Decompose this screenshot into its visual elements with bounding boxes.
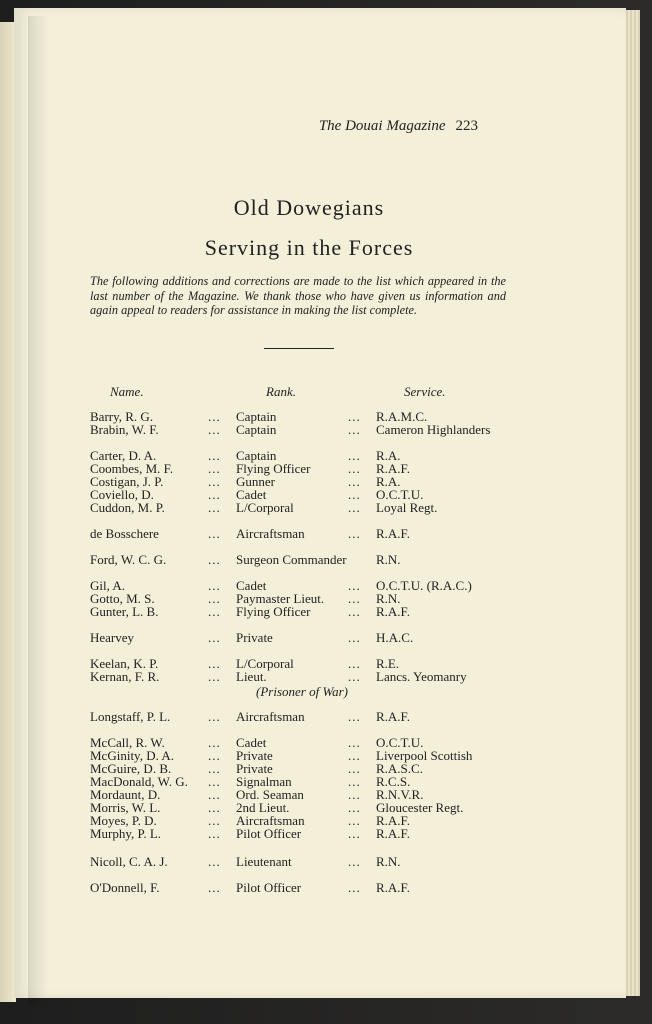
entry-rank: Cadet [236, 735, 267, 750]
leader-dots: ... [348, 813, 361, 828]
leader-dots: ... [208, 774, 221, 789]
entry-service: R.A.S.C. [376, 761, 423, 776]
leader-dots: ... [348, 800, 361, 815]
entry-rank: Surgeon Commander [236, 552, 347, 567]
entry-service: R.A.F. [376, 461, 410, 476]
entry-service: R.A.F. [376, 604, 410, 619]
leader-dots: ... [208, 800, 221, 815]
entry-rank: Captain [236, 448, 277, 463]
entry-name: Gil, A. [90, 578, 126, 593]
table-row [90, 855, 590, 869]
entry-name: Ford, W. C. G. [90, 552, 167, 567]
leader-dots: ... [208, 552, 221, 567]
leader-dots: ... [348, 630, 361, 645]
page-title: Old Dowegians [233, 195, 385, 220]
leader-dots: ... [348, 500, 361, 515]
entry-service: R.N. [376, 854, 401, 869]
leader-dots: ... [208, 854, 221, 869]
table-row [90, 553, 590, 567]
prisoner-of-war-note: (Prisoner of War) [256, 684, 348, 699]
leader-dots: ... [348, 735, 361, 750]
leader-dots: ... [208, 748, 221, 763]
leader-dots: ... [348, 461, 361, 476]
leader-dots: ... [208, 448, 221, 463]
entry-rank: Pilot Officer [236, 880, 302, 895]
entry-service: R.N.V.R. [376, 787, 424, 802]
entry-rank: Aircraftsman [236, 709, 305, 724]
leader-dots: ... [208, 656, 221, 671]
leader-dots: ... [348, 748, 361, 763]
entry-name: Gotto, M. S. [90, 591, 155, 606]
leader-dots: ... [208, 604, 221, 619]
leader-dots: ... [348, 880, 361, 895]
entry-service: R.N. [376, 552, 401, 567]
binding-shadow [28, 16, 48, 1006]
leader-dots: ... [208, 761, 221, 776]
entry-rank: Private [236, 630, 273, 645]
leader-dots: ... [208, 813, 221, 828]
leader-dots: ... [348, 854, 361, 869]
entry-rank: Private [236, 761, 273, 776]
leader-dots: ... [208, 578, 221, 593]
table-row [90, 775, 590, 789]
entry-service: R.E. [376, 656, 400, 671]
table-row [90, 501, 590, 515]
entry-name: Costigan, J. P. [90, 474, 164, 489]
entry-rank: Ord. Seaman [236, 787, 304, 802]
entry-name: MacDonald, W. G. [90, 774, 188, 789]
entry-rank: Signalman [236, 774, 292, 789]
entry-name: McGinity, D. A. [90, 748, 175, 763]
entry-name: McCall, R. W. [90, 735, 165, 750]
column-heading-service: Service. [404, 384, 446, 399]
intro-paragraph: The following additions and corrections are made to the list which appeared in the last number of the Magazine. We thank those who have given us information and again appeal to readers for assistance in making the list complete. [90, 274, 506, 318]
leader-dots: ... [348, 422, 361, 437]
leader-dots: ... [348, 578, 361, 593]
table-row [90, 710, 590, 724]
table-row [90, 631, 590, 645]
entry-rank: Pilot Officer [236, 826, 302, 841]
table-row [90, 527, 590, 541]
leader-dots: ... [348, 474, 361, 489]
leader-dots: ... [348, 526, 361, 541]
entry-service: R.A.F. [376, 826, 410, 841]
leader-dots: ... [348, 409, 361, 424]
column-heading-name: Name. [110, 384, 144, 399]
entry-name: Cuddon, M. P. [90, 500, 165, 515]
table-row [90, 670, 590, 684]
entry-rank: Flying Officer [236, 461, 311, 476]
entry-name: Carter, D. A. [90, 448, 157, 463]
entry-rank: Flying Officer [236, 604, 311, 619]
entry-service: O.C.T.U. [376, 735, 424, 750]
leader-dots: ... [348, 656, 361, 671]
entry-rank: Paymaster Lieut. [236, 591, 325, 606]
table-row [90, 579, 590, 593]
leader-dots: ... [348, 669, 361, 684]
entry-service: R.C.S. [376, 774, 411, 789]
leader-dots: ... [208, 409, 221, 424]
leader-dots: ... [208, 526, 221, 541]
entry-name: de Bosschere [90, 526, 159, 541]
table-row [90, 827, 590, 841]
entry-name: Coombes, M. F. [90, 461, 174, 476]
entry-rank: 2nd Lieut. [236, 800, 290, 815]
leader-dots: ... [348, 774, 361, 789]
entry-rank: Cadet [236, 578, 267, 593]
entry-name: Coviello, D. [90, 487, 154, 502]
entry-service: Lancs. Yeomanry [376, 669, 467, 684]
leader-dots: ... [348, 591, 361, 606]
entry-service: R.A.F. [376, 526, 410, 541]
entry-rank: L/Corporal [236, 500, 294, 515]
entry-rank: Cadet [236, 487, 267, 502]
magazine-title: The Douai Magazine [318, 118, 446, 134]
entry-service: R.A.F. [376, 709, 410, 724]
entry-service: R.A. [376, 474, 401, 489]
entry-name: Keelan, K. P. [90, 656, 159, 671]
table-row [90, 605, 590, 619]
entry-name: Morris, W. L. [90, 800, 161, 815]
leader-dots: ... [208, 669, 221, 684]
entry-name: O'Donnell, F. [90, 880, 160, 895]
table-row [90, 657, 590, 671]
entry-rank: Aircraftsman [236, 526, 305, 541]
table-row [90, 475, 590, 489]
leader-dots: ... [348, 826, 361, 841]
leader-dots: ... [208, 591, 221, 606]
leader-dots: ... [208, 880, 221, 895]
table-row [90, 881, 590, 895]
entry-name: Longstaff, P. L. [90, 709, 171, 724]
table-row [90, 801, 590, 815]
leader-dots: ... [208, 787, 221, 802]
leader-dots: ... [348, 448, 361, 463]
leader-dots: ... [208, 461, 221, 476]
leader-dots: ... [348, 787, 361, 802]
entry-service: Cameron Highlanders [376, 422, 491, 437]
magazine-page [14, 8, 626, 998]
leader-dots: ... [348, 709, 361, 724]
table-row [90, 814, 590, 828]
entry-rank: Lieutenant [236, 854, 292, 869]
leader-dots: ... [208, 474, 221, 489]
entry-service: Gloucester Regt. [376, 800, 464, 815]
leader-dots: ... [208, 826, 221, 841]
entry-rank: Private [236, 748, 273, 763]
table-row [90, 423, 590, 437]
entry-name: Mordaunt, D. [90, 787, 161, 802]
entry-service: H.A.C. [376, 630, 414, 645]
entry-rank: L/Corporal [236, 656, 294, 671]
entry-service: R.N. [376, 591, 401, 606]
page-subtitle: Serving in the Forces [204, 235, 414, 260]
leader-dots: ... [208, 630, 221, 645]
leader-dots: ... [208, 735, 221, 750]
leader-dots: ... [208, 487, 221, 502]
column-heading-rank: Rank. [266, 384, 296, 399]
table-row [90, 410, 590, 424]
table-row [90, 592, 590, 606]
page-stack-edge [624, 10, 640, 996]
entry-name: Gunter, L. B. [90, 604, 159, 619]
leader-dots: ... [208, 500, 221, 515]
entry-service: R.A.F. [376, 813, 410, 828]
leader-dots: ... [348, 761, 361, 776]
entry-service: R.A.M.C. [376, 409, 428, 424]
entry-service: O.C.T.U. [376, 487, 424, 502]
table-row [90, 462, 590, 476]
entry-service: R.A. [376, 448, 401, 463]
entry-name: Kernan, F. R. [90, 669, 160, 684]
entry-name: Brabin, W. F. [90, 422, 159, 437]
entry-name: McGuire, D. B. [90, 761, 172, 776]
entry-rank: Aircraftsman [236, 813, 305, 828]
entry-service: Loyal Regt. [376, 500, 438, 515]
running-header [319, 118, 478, 135]
entry-rank: Lieut. [236, 669, 267, 684]
leader-dots: ... [208, 709, 221, 724]
leader-dots: ... [208, 422, 221, 437]
entry-name: Murphy, P. L. [90, 826, 162, 841]
entry-rank: Gunner [236, 474, 275, 489]
entry-rank: Captain [236, 422, 277, 437]
table-row [90, 488, 590, 502]
entry-rank: Captain [236, 409, 277, 424]
entry-name: Barry, R. G. [90, 409, 154, 424]
table-row [90, 788, 590, 802]
entry-name: Moyes, P. D. [90, 813, 157, 828]
entry-name: Nicoll, C. A. J. [90, 854, 168, 869]
leader-dots: ... [348, 604, 361, 619]
page-number: 223 [455, 118, 478, 134]
entry-name: Hearvey [90, 630, 135, 645]
entry-service: Liverpool Scottish [376, 748, 473, 763]
leader-dots: ... [348, 487, 361, 502]
entry-service: R.A.F. [376, 880, 410, 895]
section-divider [264, 348, 334, 349]
entry-service: O.C.T.U. (R.A.C.) [376, 578, 472, 593]
